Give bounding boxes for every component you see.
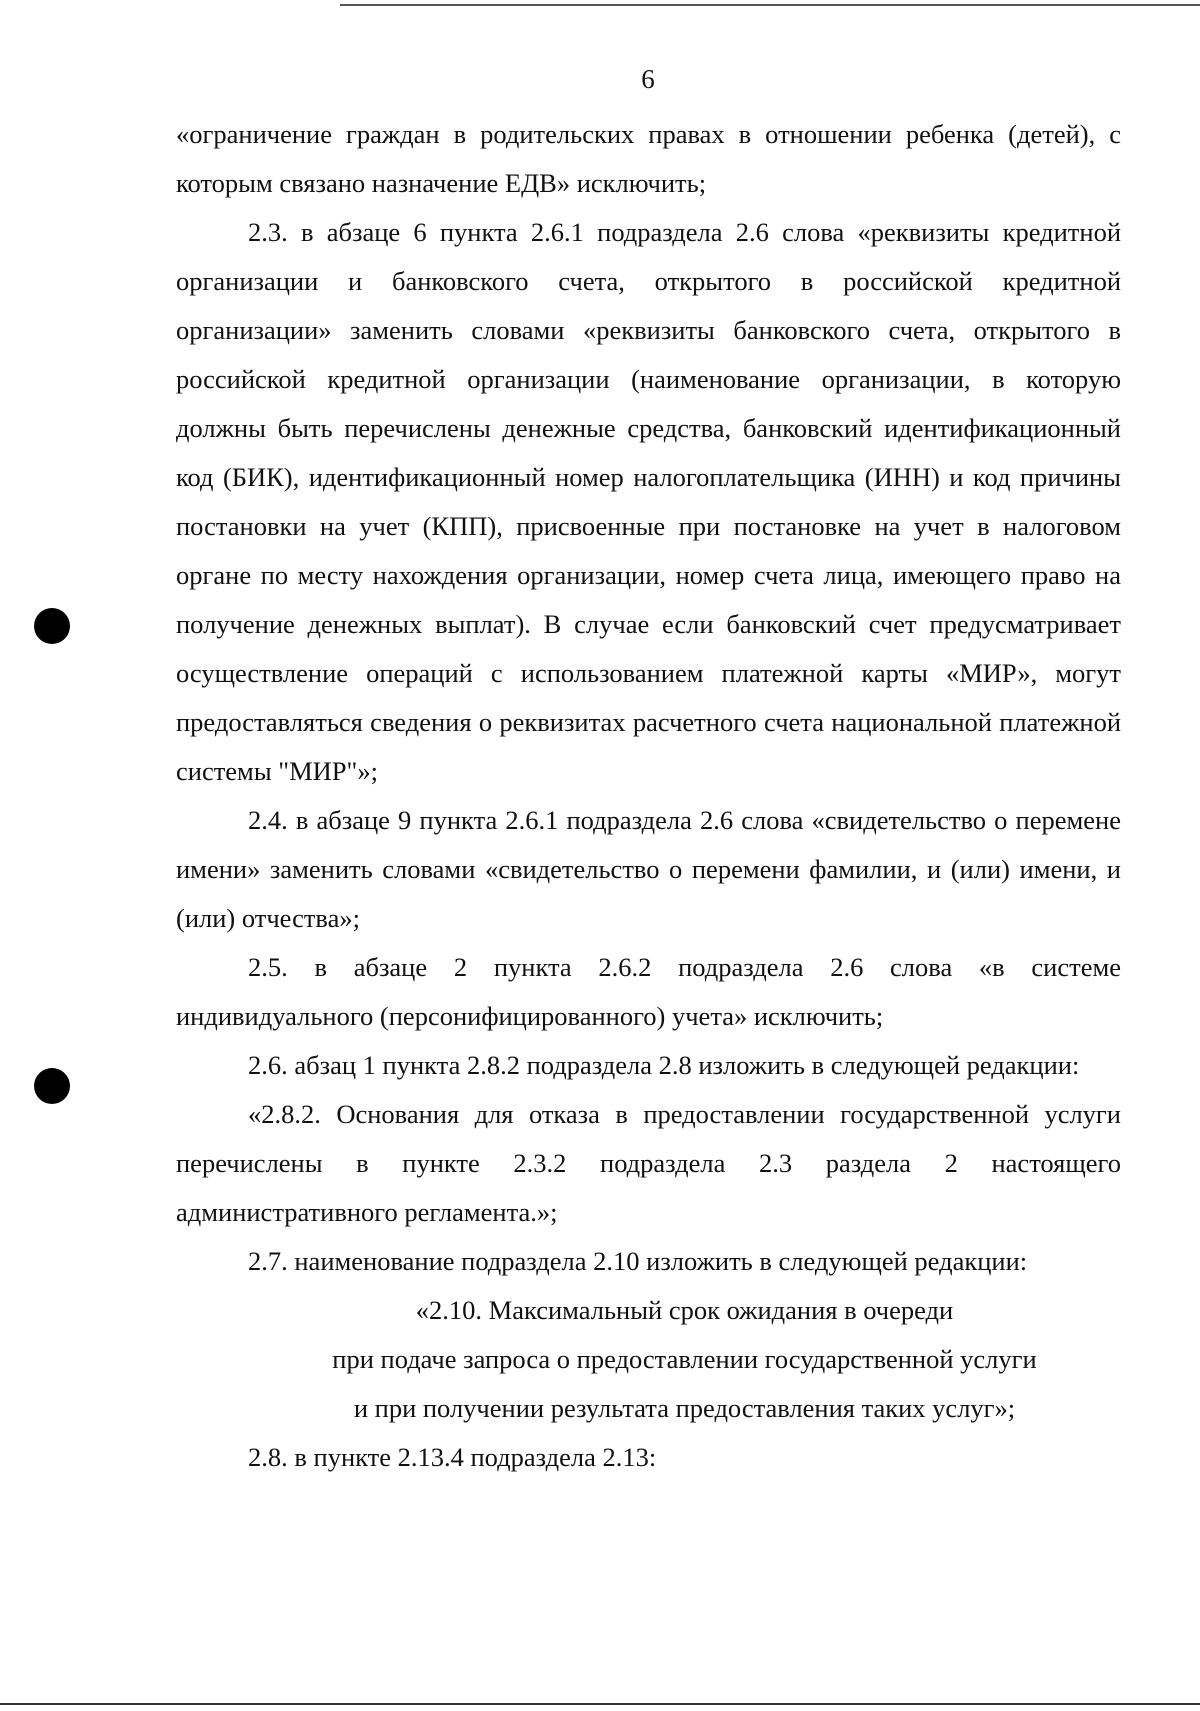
paragraph-2-3: 2.3. в абзаце 6 пункта 2.6.1 подраздела 2.6 слова «реквизиты кредитной организации и банковского счета, открытого в российской кредитной организации» заменить словами «реквизиты банковского счета, открытого в российской кредитной организации (наименование организации, в которую должны быть перечислены денежные средства, банковский идентификационный код (БИК), идентификационный номер налогоплательщика (ИНН) и код причины постановки на учет (КПП), присвоенные при постановке на учет в налоговом органе по месту нахождения организации, номер счета лица, имеющего право на получение денежных выплат). В случае если банковский счет предусматривает осуществление операций с использованием платежной карты «МИР», могут предоставляться сведения о реквизитах расчетного счета национальной платежной системы "МИР"»; (176, 217, 1121, 786)
document-body (176, 110, 1121, 1482)
paragraph-2-8-2-quote: «2.8.2. Основания для отказа в предоставлении государственной услуги перечислены в пункте 2.3.2 подраздела 2.3 раздела 2 настоящего административного регламента.»; (176, 1099, 1121, 1227)
paragraph-2-6: 2.6. абзац 1 пункта 2.8.2 подраздела 2.8 изложить в следующей редакции: (248, 1050, 1080, 1080)
heading-line: при подаче запроса о предоставлении государственной услуги (332, 1344, 1037, 1374)
punch-hole-upper (34, 608, 70, 644)
paragraph-2-4: 2.4. в абзаце 9 пункта 2.6.1 подраздела 2.6 слова «свидетельство о перемене имени» заменить словами «свидетельство о перемени фамилии, и (или) имени, и (или) отчества»; (176, 805, 1121, 933)
subsection-heading-quote (176, 1286, 1121, 1433)
punch-hole-lower (34, 1068, 70, 1104)
paragraph-2-8: 2.8. в пункте 2.13.4 подраздела 2.13: (248, 1442, 657, 1472)
paragraph-2-5: 2.5. в абзаце 2 пункта 2.6.2 подраздела 2.6 слова «в системе индивидуального (персонифицированного) учета» исключить; (176, 952, 1121, 1031)
scan-edge-top (340, 4, 1200, 6)
heading-line: «2.10. Максимальный срок ожидания в очереди (415, 1295, 954, 1325)
heading-line: и при получении результата предоставления таких услуг»; (353, 1393, 1016, 1423)
paragraph-2-7: 2.7. наименование подраздела 2.10 изложить в следующей редакции: (248, 1246, 1028, 1276)
scan-edge-bottom (0, 1703, 1200, 1705)
page-number: 6 (641, 64, 655, 94)
paragraph-continuation: «ограничение граждан в родительских правах в отношении ребенка (детей), с которым связано назначение ЕДВ» исключить; (176, 119, 1121, 198)
